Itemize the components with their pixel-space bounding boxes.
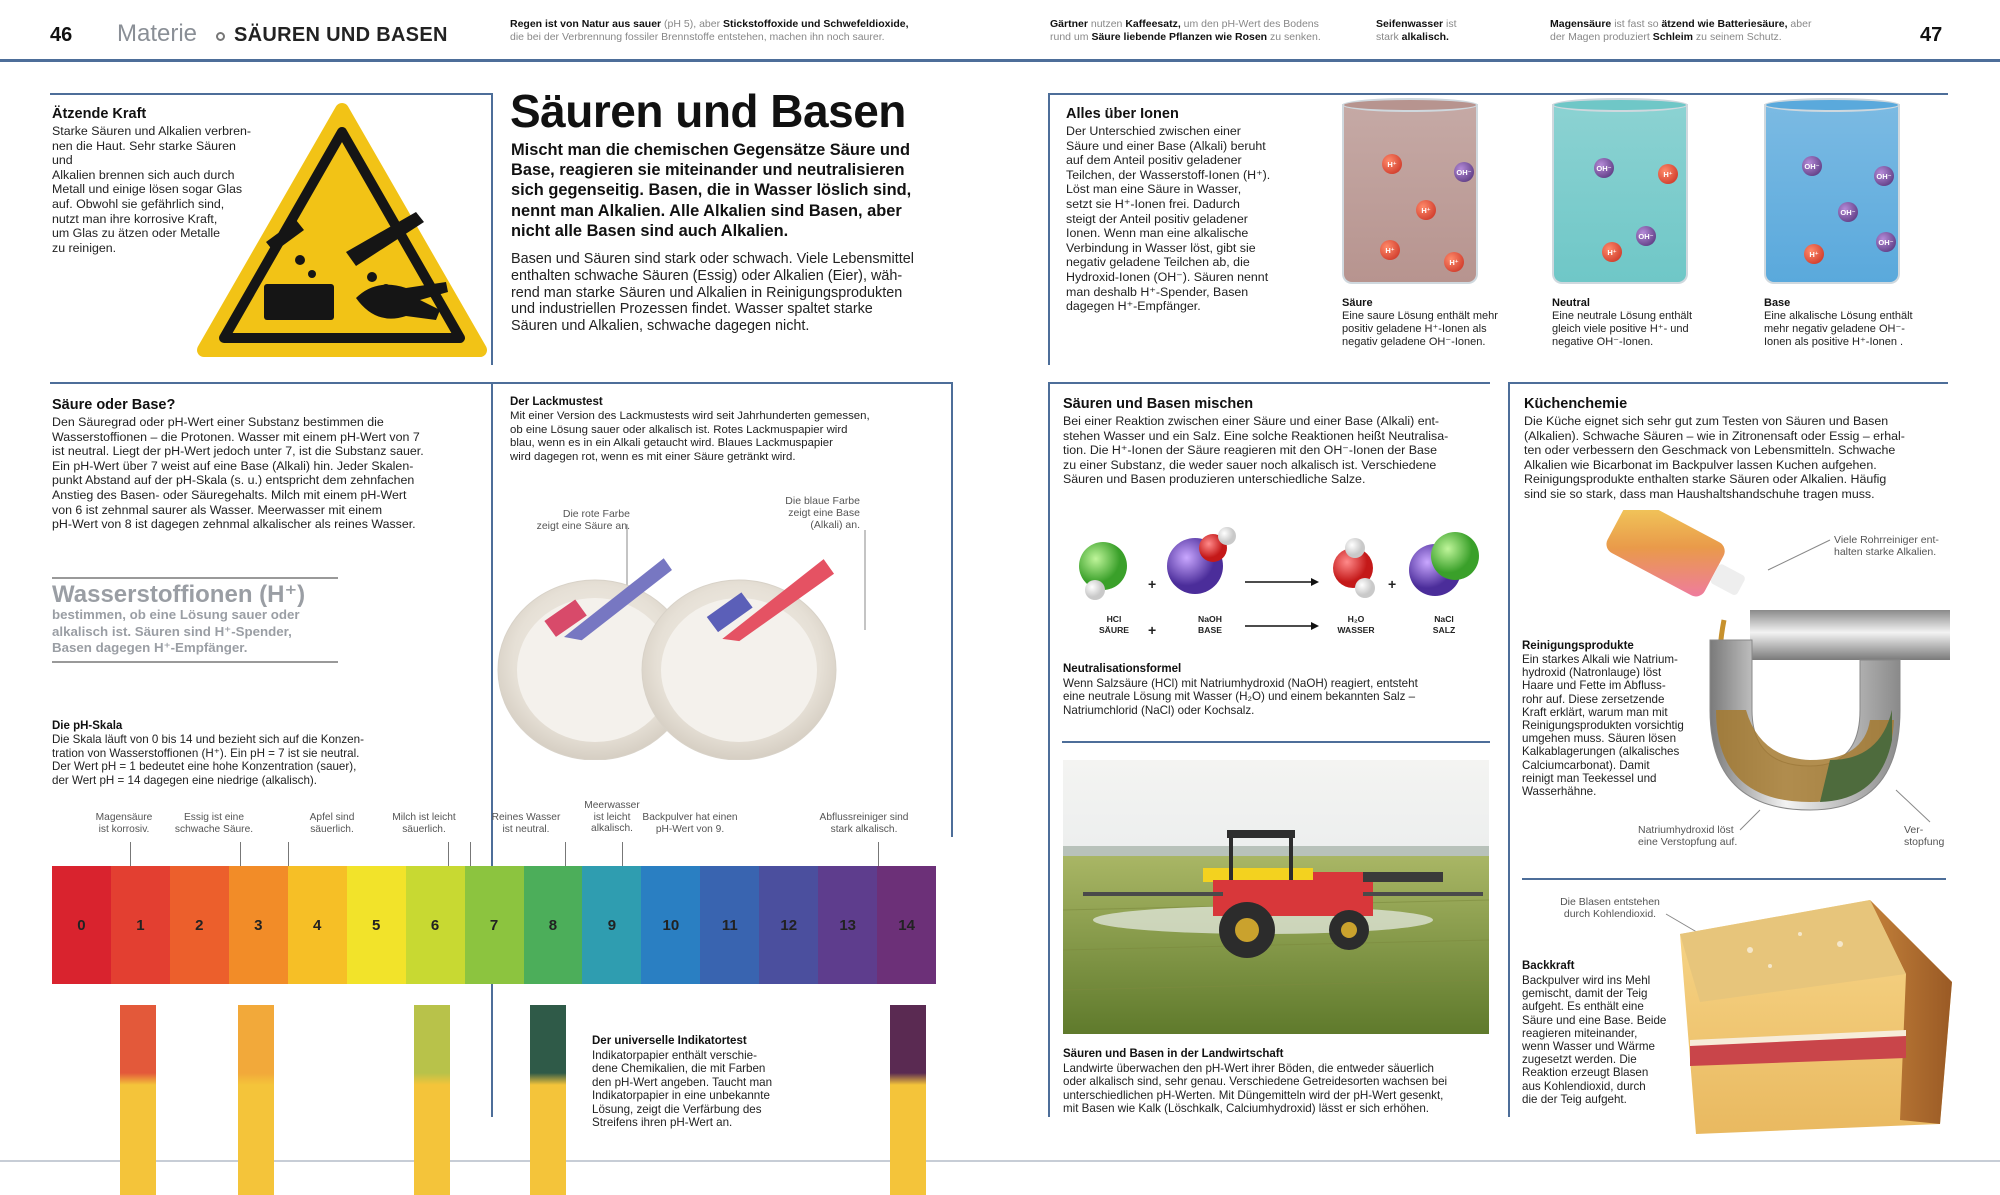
caption-line: Meerwasser <box>584 800 640 811</box>
text-line: Eine saure Lösung enthält mehr <box>1342 310 1498 322</box>
text-line: WASSER <box>1337 624 1375 635</box>
text-line: Anstieg des Basen- oder Säuregehalts. Milch mit einem pH-Wert <box>52 487 407 502</box>
body-text <box>511 251 951 335</box>
text-line: Die Skala läuft von 0 bis 14 und bezieht sich auf die Konzen- <box>52 733 364 746</box>
quote-rule <box>52 661 338 663</box>
text-line: um Glas zu ätzen oder Metalle <box>52 226 221 241</box>
section-label: Materie <box>117 20 198 47</box>
hydrogen-ion: H⁺ <box>1416 200 1436 220</box>
caption-line: Apfel sind <box>309 812 355 823</box>
text-line: punkt Abstand auf der pH-Skala (s. u.) entspricht dem zehnfachen <box>52 473 415 488</box>
quote-title: Wasserstoffionen (H⁺) <box>52 581 306 608</box>
text-line: Hydroxid-Ionen (OH⁻). Säuren nennt <box>1066 269 1269 284</box>
sob-title: Säure oder Base? <box>52 397 176 413</box>
caption-line: Magensäure <box>95 812 153 823</box>
caption-line: halten starke Alkalien. <box>1834 546 1937 558</box>
caption-line: schwache Säure. <box>174 823 254 835</box>
ph-cell: 13 <box>818 866 877 984</box>
text-line: negativ geladene Teilchen ab, die <box>1066 255 1250 270</box>
hydroxide-ion: OH⁻ <box>1802 156 1822 176</box>
beaker-rim <box>1342 98 1478 112</box>
divider <box>491 382 493 1117</box>
text-line: Mit einer Version des Lackmustests wird seit Jahrhunderten gemessen, <box>510 410 870 422</box>
divider <box>1048 93 1948 95</box>
caption-line: stark alkalisch. <box>830 823 898 835</box>
lackmus-text <box>510 410 940 464</box>
text-line: Verbindung in Wasser löst, gibt sie <box>1066 240 1256 255</box>
text-line: Die Küche eignet sich sehr gut zum Testen von Säuren und Basen <box>1524 414 1889 428</box>
text-line: reinigt man Teekessel und <box>1522 771 1657 785</box>
text-line: ist neutral. Liegt der pH-Wert jedoch unter 7, ist die Substanz sauer. <box>52 444 424 459</box>
text-line: Wasserhähne. <box>1522 785 1597 799</box>
divider <box>1048 382 1050 1117</box>
caption-line: säuerlich. <box>310 823 354 835</box>
text-line: Kalkablagerungen (alkalisches <box>1522 745 1680 759</box>
indicator-strip <box>414 1005 450 1195</box>
caption-line: (Alkali) an. <box>810 519 860 531</box>
text-line: HCl <box>1106 614 1122 624</box>
neutral-title: Neutralisationsformel <box>1063 663 1182 675</box>
text-line: nutzt man ihre korrosive Kraft, <box>52 211 218 226</box>
text-line: der Wert pH = 14 dagegen eine niedrige (alkalisch). <box>52 773 317 787</box>
text-line: pH-Wert von 8 ist dagegen zehnmal alkalischer als reines Wasser. <box>52 517 416 532</box>
hydrogen-ion: H⁺ <box>1382 154 1402 174</box>
text-line: Basen dagegen H⁺-Empfänger. <box>52 640 248 655</box>
cake-illustration <box>1660 894 1960 1140</box>
hydroxide-ion: OH⁻ <box>1838 202 1858 222</box>
indicator-color <box>120 1005 156 1085</box>
caption-line: Die Blasen entstehen <box>1560 896 1660 908</box>
hydroxide-ion: OH⁻ <box>1874 166 1894 186</box>
text-line: Den Säuregrad oder pH-Wert einer Substanz bestimmen die <box>52 415 384 429</box>
hydroxide-ion: OH⁻ <box>1594 158 1614 178</box>
beaker-text <box>1342 310 1532 349</box>
text-line: man deshalb H⁺-Spender, Basen <box>1066 284 1249 299</box>
divider <box>1508 382 1948 384</box>
ionen-text <box>1066 124 1306 314</box>
text-line: tration von Wasserstoffionen (H⁺). Ein pH = 7 ist sie neutral. <box>52 746 360 760</box>
beaker-title: Säure <box>1342 297 1373 309</box>
quote-rule <box>52 577 338 579</box>
text-line: Alkalien wie Bicarbonat im Backpulver lassen Kuchen aufgehen. <box>1524 457 1877 472</box>
text-line: Kraft erklärt, warum man mit <box>1522 705 1668 719</box>
ph-cell: 8 <box>524 866 583 984</box>
ionen-title: Alles über Ionen <box>1066 106 1179 122</box>
text-line: Reaktion erzeugt Blasen <box>1522 1066 1649 1080</box>
beaker-title: Base <box>1764 297 1791 309</box>
text-line: (Alkalien). Schwache Säuren – wie in Zitronensaft oder Essig – erhal- <box>1524 428 1905 443</box>
text-line: setzt sie H⁺-Ionen frei. Dadurch <box>1066 196 1240 211</box>
text-line: negative OH⁻-Ionen. <box>1552 336 1654 348</box>
text-line: Haare und Fette im Abfluss- <box>1522 679 1666 693</box>
divider <box>50 382 492 384</box>
hydrogen-ion: H⁺ <box>1658 164 1678 184</box>
beaker-rim <box>1764 98 1900 112</box>
divider <box>1522 878 1946 880</box>
beaker <box>1552 104 1688 284</box>
beaker-title: Neutral <box>1552 297 1590 309</box>
text-line: Der Wert pH = 1 bedeutet eine hohe Konzentration (sauer), <box>52 760 357 773</box>
caption-line: Natriumhydroxid löst <box>1638 824 1734 836</box>
page-number-left: 46 <box>50 24 73 46</box>
text-line: Säuren und Basen produzieren unterschiedliche Salze. <box>1063 472 1366 487</box>
hazard-sign <box>196 102 488 360</box>
text-line: Wasserstoffionen – die Protonen. Wasser mit einem pH-Wert von 7 <box>52 429 420 444</box>
text-line: alkalisch ist. Säuren sind H⁺-Spender, <box>52 623 292 639</box>
page-number-right: 47 <box>1920 24 1943 46</box>
ph-cell: 3 <box>229 866 288 984</box>
text-line: gemischt, damit der Teig <box>1522 987 1648 1001</box>
ph-text <box>52 733 452 787</box>
ph-cell: 1 <box>111 866 170 984</box>
text-line: Backpulver wird ins Mehl <box>1522 974 1651 987</box>
neutral-text <box>1063 677 1493 717</box>
ph-label <box>154 812 274 835</box>
text-line: Streifens ihren pH-Wert an. <box>592 1116 733 1130</box>
caption-line: säuerlich. <box>402 823 446 835</box>
ph-cell: 12 <box>759 866 818 984</box>
hydrogen-ion: H⁺ <box>1804 244 1824 264</box>
divider <box>0 1160 2000 1162</box>
text-line: dene Chemikalien, die mit Farben <box>592 1062 766 1076</box>
text-line: Der Unterschied zwischen einer <box>1066 124 1241 138</box>
text-line: zu einer Substanz, die weder sauer noch alkalisch ist. Verschiedene <box>1063 457 1437 472</box>
ph-scale <box>52 866 936 984</box>
beaker-text <box>1764 310 1954 349</box>
text-line: mehr negativ geladene OH⁻- <box>1764 323 1905 335</box>
kueche-text <box>1524 414 1944 502</box>
indicator-text <box>592 1049 812 1129</box>
agri-title: Säuren und Basen in der Landwirtschaft <box>1063 1048 1284 1060</box>
text-line: Starke Säuren und Alkalien verbren- <box>52 124 252 138</box>
divider <box>1062 741 1490 743</box>
text-line: nen die Haut. Sehr starke Säuren und <box>52 138 236 168</box>
text-line: wird dagegen rot, wenn es mit einer Säure getränkt wird. <box>510 450 796 463</box>
fact-1: Regen ist von Natur aus sauer (pH 5), aber Stickstoffoxide und Schwefeldioxide, die bei der Verbrennung fossiler Brennstoffe entstehen, machen ihn noch saurer. <box>510 18 909 43</box>
tractor-photo <box>1063 760 1489 1034</box>
beaker <box>1764 104 1900 284</box>
text-line: Ionen. Wenn man eine alkalische <box>1066 226 1249 241</box>
divider <box>1048 382 1490 384</box>
text-line: negativ geladene OH⁻-Ionen. <box>1342 336 1486 348</box>
caption-line: ist leicht <box>593 811 631 823</box>
text-line: Bei einer Reaktion zwischen einer Säure und einer Base (Alkali) ent- <box>1063 414 1440 428</box>
beaker-rim <box>1552 98 1688 112</box>
mischen-text <box>1063 414 1493 487</box>
text-line: Reinigungsprodukte enthalten starke Säuren oder Alkalien. Häufig <box>1524 472 1887 487</box>
text-line: oder alkalisch sind, sehr genau. Verschiedene Getreidesorten wachsen bei <box>1063 1075 1448 1089</box>
pipe-caption-1 <box>1638 824 1768 848</box>
fact-4: Magensäure ist fast so ätzend wie Batteriesäure, aber der Magen produziert Schleim zu seinem Schutz. <box>1550 18 1812 43</box>
caption-line: Backpulver hat einen <box>642 812 738 823</box>
text-line: umgehen muss. Säuren lösen <box>1522 732 1677 746</box>
main-title: Säuren und Basen <box>510 85 906 137</box>
text-line: ten oder verbessern den Geschmack von Lebensmitteln. Schwache <box>1524 443 1896 458</box>
caption-line: zeigt eine Base <box>788 507 860 519</box>
text-line: Reinigungsprodukten vorsichtig <box>1522 719 1684 733</box>
text-line: zu reinigen. <box>52 240 117 255</box>
text-line: Metall und einige lösen sogar Glas <box>52 182 243 197</box>
indicator-strip <box>238 1005 274 1195</box>
text-line: sind sie so stark, dass man Haushaltshandschuhe tragen muss. <box>1524 486 1875 501</box>
plus-sign: + <box>1148 576 1157 592</box>
caption-line: Milch ist leicht <box>392 812 456 823</box>
text-line: nennt man Alkalien. Alle Alkalien sind Basen, aber <box>511 201 902 220</box>
ph-cell: 0 <box>52 866 111 984</box>
litmus-dishes <box>495 520 935 760</box>
rein-text <box>1522 653 1692 798</box>
ph-title: Die pH-Skala <box>52 720 123 732</box>
text-line: Säure und eine Base. Beide <box>1522 1013 1667 1027</box>
hydrogen-ion: H⁺ <box>1602 242 1622 262</box>
text-line: Löst man eine Säure in Wasser, <box>1066 182 1242 197</box>
indicator-color <box>890 1005 926 1085</box>
caption-line: stopfung <box>1904 836 1945 848</box>
indicator-color <box>530 1005 566 1085</box>
hydroxide-ion: OH⁻ <box>1876 232 1896 252</box>
caption-line: Ver- <box>1904 824 1924 836</box>
indicator-strip <box>120 1005 156 1195</box>
fact-2: Gärtner nutzen Kaffeesatz, um den pH-Wert des Bodens rund um Säure liebende Pflanzen wie Rosen zu senken. <box>1050 18 1321 43</box>
text-line: gleich viele positive H⁺- und <box>1552 323 1689 335</box>
agri-text <box>1063 1062 1493 1116</box>
sob-text <box>52 415 472 532</box>
caption-line: Abflussreiniger sind <box>819 812 909 823</box>
quote-text <box>52 607 342 657</box>
text-line: reagieren miteinander, <box>1522 1026 1638 1040</box>
lackmus-title: Der Lackmustest <box>510 396 603 408</box>
text-line: und industriellen Prozessen findet. Wasser spaltet starke <box>511 301 873 318</box>
caption-line: Die rote Farbe <box>562 508 630 520</box>
back-text <box>1522 974 1672 1106</box>
text-line: Indikatorpapier enthält verschie- <box>592 1049 757 1062</box>
hydrogen-ion: H⁺ <box>1444 252 1464 272</box>
kueche-title: Küchenchemie <box>1524 396 1628 412</box>
text-line: Wenn Salzsäure (HCl) mit Natriumhydroxid (NaOH) reagiert, entsteht <box>1063 677 1418 690</box>
text-line: Basen und Säuren sind stark oder schwach. Viele Lebensmittel <box>511 251 914 267</box>
text-line: dagegen H⁺-Empfänger. <box>1066 299 1201 314</box>
bubble-caption <box>1540 896 1680 920</box>
text-line: auf dem Anteil positiv geladener <box>1066 153 1242 168</box>
text-line: Calciumcarbonat). Damit <box>1522 758 1650 772</box>
text-line: Ionen als positive H⁺-Ionen . <box>1764 336 1904 348</box>
text-line: Mischt man die chemischen Gegensätze Säure und <box>511 141 910 159</box>
caption-line: durch Kohlendioxid. <box>1563 908 1657 920</box>
header <box>0 0 2000 62</box>
text-line: zugesetzt werden. Die <box>1522 1053 1637 1067</box>
ph-cell: 14 <box>877 866 936 984</box>
bullet-icon <box>216 32 225 41</box>
text-line: Ein starkes Alkali wie Natrium- <box>1522 653 1678 666</box>
ph-cell: 10 <box>641 866 700 984</box>
caption-line: Die blaue Farbe <box>785 495 860 507</box>
text-line: Eine alkalische Lösung enthält <box>1764 310 1913 322</box>
text-line: stehen Wasser und ein Salz. Eine solche Reaktionen heißt Neutralisa- <box>1063 428 1449 443</box>
beaker <box>1342 104 1478 284</box>
caption-line: eine Verstopfung auf. <box>1638 836 1738 848</box>
text-line: mit Basen wie Kalk (Löschkalk, Calciumhydroxid) lässt er sich erhöhen. <box>1063 1102 1429 1116</box>
plus-sign: + <box>1388 576 1397 592</box>
text-line: NaOH <box>1198 614 1222 624</box>
text-line: aus Kohlendioxid, durch <box>1522 1079 1646 1093</box>
text-line: H₂O <box>1347 614 1365 624</box>
text-line: Lösung, zeigt die Verfärbung des <box>592 1102 762 1116</box>
text-line: SÄURE <box>1098 624 1130 635</box>
ph-cell: 7 <box>465 866 524 984</box>
rein-title: Reinigungsprodukte <box>1522 640 1634 652</box>
text-line: Säuren und Alkalien, schwache dagegen nicht. <box>511 318 810 335</box>
pipe-caption-2 <box>1904 824 1964 848</box>
text-line: rohr auf. Diese zersetzende <box>1522 692 1665 706</box>
text-line: ob eine Lösung sauer oder alkalisch ist. Rotes Lackmuspapier wird <box>510 423 848 436</box>
intro-text <box>511 140 951 241</box>
text-line: enthalten schwache Säuren (Essig) oder Alkalien (Eier), wäh- <box>511 267 903 284</box>
indicator-color <box>238 1005 274 1085</box>
plus-sign: + <box>1148 622 1157 638</box>
ph-cell: 6 <box>406 866 465 984</box>
divider <box>951 382 953 837</box>
formula-label <box>1414 614 1474 635</box>
text-line: NaCl <box>1434 614 1454 624</box>
mischen-title: Säuren und Basen mischen <box>1063 396 1254 412</box>
beaker-text <box>1552 310 1742 349</box>
ph-cell: 5 <box>347 866 406 984</box>
divider <box>1508 382 1510 1117</box>
indicator-title: Der universelle Indikatortest <box>592 1035 747 1047</box>
bottle-caption <box>1834 534 1954 558</box>
caption-line: zeigt eine Säure an. <box>536 520 630 532</box>
ph-cell: 4 <box>288 866 347 984</box>
caption-line: ist korrosiv. <box>98 823 150 835</box>
indicator-strip <box>890 1005 926 1195</box>
ph-label <box>804 812 924 835</box>
caption-line: Essig ist eine <box>183 812 245 823</box>
text-line: nicht alle Basen sind auch Alkalien. <box>511 221 789 240</box>
text-line: eine neutrale Lösung mit Wasser (H₂O) und einem bekannten Salz – <box>1063 690 1416 704</box>
text-line: positiv geladene H⁺-Ionen als <box>1342 323 1487 335</box>
divider <box>491 93 493 365</box>
text-line: Säure und einer Base (Alkali) beruht <box>1066 138 1266 153</box>
hydroxide-ion: OH⁻ <box>1454 162 1474 182</box>
ph-label <box>630 812 750 835</box>
text-line: SALZ <box>1432 624 1456 635</box>
divider <box>1048 93 1050 365</box>
text-line: Natriumchlorid (NaCl) oder Kochsalz. <box>1063 703 1255 717</box>
text-line: sich gegenseitig. Basen, die in Wasser löslich sind, <box>511 181 912 200</box>
text-line: Base, reagieren sie miteinander und neutralisieren <box>511 161 905 180</box>
divider <box>50 93 492 95</box>
formula-label <box>1326 614 1386 635</box>
text-line: bestimmen, ob eine Lösung sauer oder <box>52 607 300 622</box>
hydroxide-ion: OH⁻ <box>1636 226 1656 246</box>
hydrogen-ion: H⁺ <box>1380 240 1400 260</box>
text-line: Landwirte überwachen den pH-Wert ihrer Böden, die entweder säuerlich <box>1063 1062 1434 1075</box>
indicator-color <box>414 1005 450 1085</box>
text-line: den pH-Wert angeben. Taucht man <box>592 1075 773 1089</box>
indicator-strip <box>530 1005 566 1195</box>
text-line: Teilchen, der Wasserstoff-Ionen (H⁺). <box>1066 167 1271 182</box>
aetzend-title: Ätzende Kraft <box>52 106 147 122</box>
fact-3: Seifenwasser ist stark alkalisch. <box>1376 18 1457 43</box>
page-title-header: SÄUREN UND BASEN <box>234 24 448 46</box>
caption-line: Viele Rohrreiniger ent- <box>1834 534 1939 546</box>
divider <box>493 382 953 384</box>
caption-line: ist neutral. <box>502 823 550 835</box>
text-line: unterschiedlichen pH-Werten. Mit Düngemitteln wird der pH-Wert gesenkt, <box>1063 1088 1444 1102</box>
text-line: steigt der Anteil positiv geladener <box>1066 211 1248 226</box>
text-line: aufgeht. Es enthält eine <box>1522 1000 1644 1014</box>
caption-line: alkalisch. <box>591 823 633 835</box>
formula-label <box>1180 614 1240 635</box>
formula-label <box>1084 614 1144 635</box>
caption-line: pH-Wert von 9. <box>655 823 725 835</box>
text-line: die der Teig aufgeht. <box>1522 1092 1627 1106</box>
text-line: von 6 ist zehnmal saurer als Wasser. Meerwasser mit einem <box>52 502 383 517</box>
text-line: hydroxid (Natronlauge) löst <box>1522 666 1662 680</box>
ph-cell: 2 <box>170 866 229 984</box>
text-line: blau, wenn es in ein Alkali getaucht wird. Blaues Lackmuspapier <box>510 437 833 450</box>
text-line: wenn Wasser und Wärme <box>1522 1040 1655 1054</box>
back-title: Backkraft <box>1522 960 1575 972</box>
text-line: Eine neutrale Lösung enthält <box>1552 310 1693 322</box>
text-line: tion. Die H⁺-Ionen der Säure reagieren mit den OH⁻-Ionen der Base <box>1063 443 1437 458</box>
caption-line: Reines Wasser <box>491 812 561 823</box>
text-line: Alkalien brennen sich auch durch <box>52 167 235 182</box>
text-line: Indikatorpapier in eine unbekannte <box>592 1089 770 1103</box>
text-line: BASE <box>1198 624 1222 635</box>
text-line: auf. Obwohl sie gefährlich sind, <box>52 196 225 211</box>
ph-cell: 11 <box>700 866 759 984</box>
text-line: Ein pH-Wert über 7 weist auf eine Base (Alkali) hin. Jeder Skalen- <box>52 458 414 473</box>
ph-cell: 9 <box>582 866 641 984</box>
text-line: rend man starke Säuren und Alkalien in Reinigungsprodukten <box>511 284 903 301</box>
